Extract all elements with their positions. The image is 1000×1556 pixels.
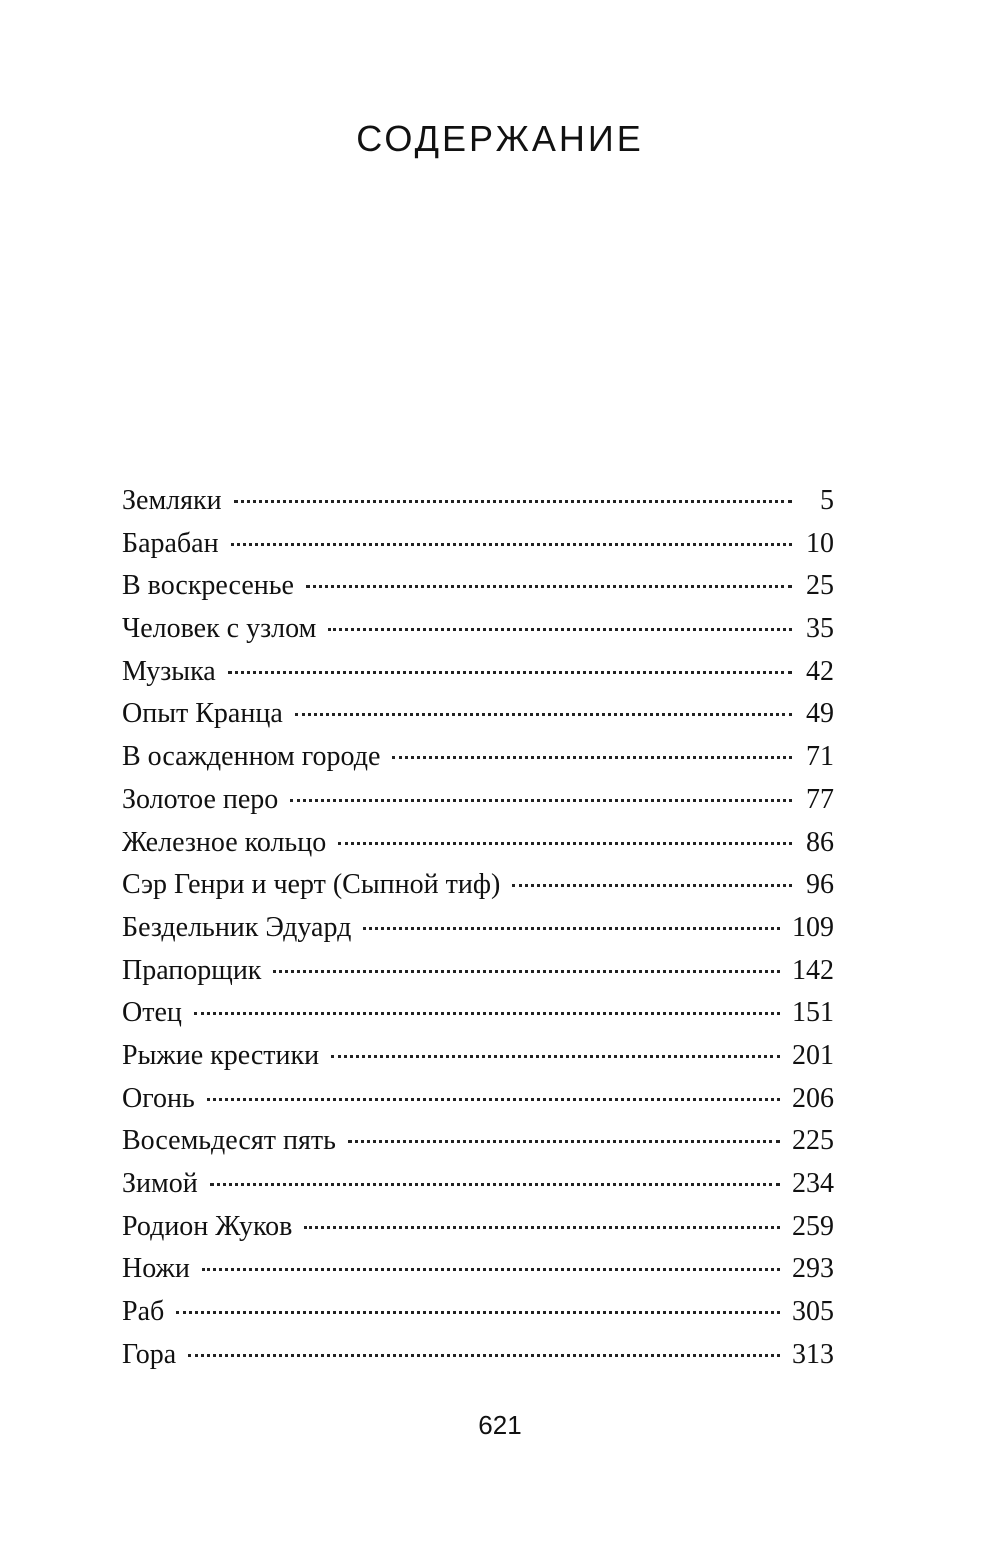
dot-leader <box>228 671 792 674</box>
toc-entry <box>122 1163 834 1206</box>
dot-leader <box>363 927 780 930</box>
toc-entry-page: 77 <box>806 783 834 815</box>
toc-entry-page: 86 <box>806 826 834 858</box>
toc-entry-page: 10 <box>806 527 834 559</box>
toc-entry-page: 42 <box>806 655 834 687</box>
toc-entry <box>122 651 834 694</box>
toc-entry <box>122 693 834 736</box>
toc-entry <box>122 1334 834 1377</box>
dot-leader <box>176 1311 780 1314</box>
toc-entry-page: 206 <box>792 1082 834 1114</box>
toc-entry-title: Отец <box>122 997 182 1029</box>
toc-entry-title: Раб <box>122 1296 165 1328</box>
dot-leader <box>328 628 792 631</box>
toc-entry-title: Опыт Кранца <box>122 698 283 730</box>
dot-leader <box>234 500 792 503</box>
toc-entry <box>122 480 834 523</box>
toc-entry-page: 151 <box>792 997 834 1029</box>
toc-entry <box>122 1120 834 1163</box>
toc-entry <box>122 1206 834 1249</box>
toc-entry-page: 201 <box>792 1039 834 1071</box>
toc-entry-title: Барабан <box>122 527 219 559</box>
dot-leader <box>231 543 792 546</box>
toc-entry-page: 35 <box>806 613 834 645</box>
dot-leader <box>306 585 792 588</box>
toc-entry-page: 293 <box>792 1253 834 1285</box>
page-title: СОДЕРЖАНИЕ <box>356 118 644 159</box>
toc-entry <box>122 1078 834 1121</box>
toc-entry-title: Зимой <box>122 1168 198 1199</box>
toc-entry-title: Восемьдесят пять <box>122 1125 336 1157</box>
dot-leader <box>194 1012 780 1015</box>
toc-entry-title: Родион Жуков <box>122 1210 293 1242</box>
toc-entry-page: 259 <box>792 1210 834 1242</box>
page-number: 621 <box>478 1410 522 1440</box>
toc-entry-title: Гора <box>122 1338 177 1370</box>
toc-entry <box>122 1291 834 1334</box>
dot-leader <box>202 1268 780 1271</box>
toc-entry <box>122 523 834 566</box>
dot-leader <box>304 1226 780 1229</box>
toc-entry <box>122 864 834 907</box>
dot-leader <box>290 799 792 802</box>
toc-entry-page: 313 <box>792 1338 834 1370</box>
dot-leader <box>392 756 792 759</box>
toc-entry <box>122 907 834 950</box>
toc-entry-page: 234 <box>792 1168 834 1199</box>
dot-leader <box>188 1354 780 1357</box>
toc-entry-page: 142 <box>792 954 834 986</box>
toc-entry-title: Человек с узлом <box>122 613 317 645</box>
toc-entry <box>122 608 834 651</box>
toc-entry-page: 5 <box>820 485 834 516</box>
dot-leader <box>331 1055 780 1058</box>
toc-entry-title: Рыжие крестики <box>122 1039 320 1071</box>
dot-leader <box>210 1183 780 1186</box>
toc-entry-title: Золотое перо <box>122 783 279 815</box>
toc-entry-title: Огонь <box>122 1082 195 1114</box>
toc-entry-title: Сэр Генри и черт (Сыпной тиф) <box>122 869 501 901</box>
toc-entry-page: 109 <box>792 911 834 943</box>
toc-entry-page: 71 <box>806 741 834 773</box>
toc-entry-title: Прапорщик <box>122 954 262 986</box>
dot-leader <box>512 884 792 887</box>
toc-entry-page: 96 <box>806 869 834 901</box>
toc-entry <box>122 1248 834 1291</box>
toc-entry-title: Бездельник Эдуард <box>122 911 352 943</box>
toc-entry-title: В осажденном городе <box>122 741 381 773</box>
toc-entry-page: 49 <box>806 698 834 730</box>
toc-entry-page: 25 <box>806 570 834 602</box>
dot-leader <box>338 842 792 845</box>
toc-entry <box>122 565 834 608</box>
toc-entry <box>122 736 834 779</box>
table-of-contents <box>122 480 834 1376</box>
toc-entry-page: 225 <box>792 1125 834 1157</box>
toc-entry <box>122 950 834 993</box>
dot-leader <box>273 970 780 973</box>
toc-entry <box>122 779 834 822</box>
dot-leader <box>295 713 792 716</box>
dot-leader <box>348 1140 780 1143</box>
toc-entry-title: Земляки <box>122 485 222 516</box>
toc-entry <box>122 1035 834 1078</box>
toc-entry-title: Ножи <box>122 1253 190 1285</box>
toc-entry-title: Музыка <box>122 655 216 687</box>
toc-entry <box>122 992 834 1035</box>
toc-entry <box>122 822 834 865</box>
toc-entry-title: В воскресенье <box>122 570 294 602</box>
dot-leader <box>207 1098 780 1101</box>
toc-entry-page: 305 <box>792 1296 834 1328</box>
toc-entry-title: Железное кольцо <box>122 826 327 858</box>
